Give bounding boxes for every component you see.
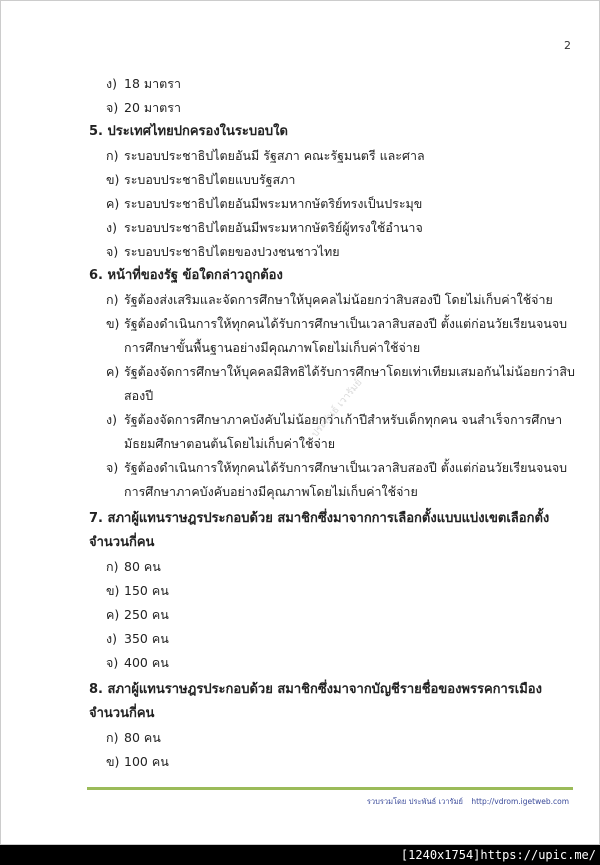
answer-option (89, 651, 579, 675)
option-label: ก) (106, 292, 119, 307)
option-text: 80 คน (124, 730, 161, 745)
answer-option (89, 144, 579, 168)
option-label: ข) (106, 172, 120, 187)
answer-option (89, 288, 579, 312)
option-text: 18 มาตรา (124, 76, 181, 91)
option-text: รัฐต้องดำเนินการให้ทุกคนได้รับการศึกษาเป็นเวลาสิบสองปี ตั้งแต่ก่อนวัยเรียนจนจบการศึกษาขั้นพื้นฐานอย่างมีคุณภาพโดยไม่เก็บค่าใช้จ่าย (124, 316, 568, 355)
option-text: ระบอบประชาธิปไตยแบบรัฐสภา (124, 172, 296, 187)
option-text: รัฐต้องดำเนินการให้ทุกคนได้รับการศึกษาเป็นเวลาสิบสองปี ตั้งแต่ก่อนวัยเรียนจนจบการศึกษาภาคบังคับอย่างมีคุณภาพโดยไม่เก็บค่าใช้จ่าย (124, 460, 568, 499)
option-text: รัฐต้องจัดการศึกษาภาคบังคับไม่น้อยกว่าเก้าปีสำหรับเด็กทุกคน จนสำเร็จการศึกษามัธยมศึกษาตอนต้นโดยไม่เก็บค่าใช้จ่าย (124, 412, 563, 451)
option-label: ข) (106, 583, 120, 598)
answer-option (89, 555, 579, 579)
footer-divider (87, 787, 573, 790)
option-text: 400 คน (124, 655, 169, 670)
option-text: ระบอบประชาธิปไตยของปวงชนชาวไทย (124, 244, 340, 259)
option-text: 80 คน (124, 559, 161, 574)
option-label: จ) (106, 100, 119, 115)
option-text: รัฐต้องจัดการศึกษาให้บุคคลมีสิทธิได้รับการศึกษาโดยเท่าเทียมเสมอกันไม่น้อยกว่าสิบสองปี (124, 364, 575, 403)
answer-option (89, 216, 579, 240)
footer (361, 796, 569, 808)
option-label: ค) (106, 196, 120, 211)
option-text: 250 คน (124, 607, 169, 622)
option-label: ง) (106, 412, 117, 427)
answer-option (89, 312, 579, 360)
footer-url[interactable]: http://vdrom.igetweb.com (471, 797, 569, 806)
answer-option (89, 579, 579, 603)
option-text: 350 คน (124, 631, 169, 646)
option-label: ง) (106, 76, 117, 91)
option-label: ค) (106, 607, 120, 622)
option-label: ค) (106, 364, 120, 379)
page-number: 2 (564, 39, 571, 52)
question: 6. หน้าที่ของรัฐ ข้อใดกล่าวถูกต้อง (89, 268, 283, 283)
answer-option (89, 240, 579, 264)
image-size-bar: [1240x1754]https://upic.me/ (0, 845, 600, 865)
question: 7. สภาผู้แทนราษฎรประกอบด้วย สมาชิกซึ่งมาจากการเลือกตั้งแบบแบ่งเขตเลือกตั้งจำนวนกี่คน (89, 511, 550, 550)
option-text: 100 คน (124, 754, 169, 769)
option-label: ง) (106, 631, 117, 646)
answer-option (89, 96, 579, 120)
option-label: จ) (106, 244, 119, 259)
option-label: ข) (106, 754, 120, 769)
option-label: ก) (106, 730, 119, 745)
option-label: ข) (106, 316, 120, 331)
footer-compiler: รวบรวมโดย ประพันธ์ เวารัมย์ (366, 797, 463, 806)
option-text: ระบอบประชาธิปไตยอันมีพระมหากษัตริย์ทรงเป็นประมุข (124, 196, 423, 211)
option-label: ง) (106, 220, 117, 235)
option-text: ระบอบประชาธิปไตยอันมี รัฐสภา คณะรัฐมนตรี และศาล (124, 148, 425, 163)
option-label: จ) (106, 655, 119, 670)
answer-option (89, 456, 579, 504)
option-label: จ) (106, 460, 119, 475)
question: 5. ประเทศไทยปกครองในระบอบใด (89, 124, 288, 139)
option-text: 150 คน (124, 583, 169, 598)
option-text: 20 มาตรา (124, 100, 181, 115)
answer-option (89, 750, 579, 774)
answer-option (89, 192, 579, 216)
option-label: ก) (106, 148, 119, 163)
question: 8. สภาผู้แทนราษฎรประกอบด้วย สมาชิกซึ่งมาจากบัญชีรายชื่อของพรรคการเมืองจำนวนกี่คน (89, 682, 542, 721)
answer-option (89, 168, 579, 192)
option-text: รัฐต้องส่งเสริมและจัดการศึกษาให้บุคคลไม่น้อยกว่าสิบสองปี โดยไม่เก็บค่าใช้จ่าย (124, 292, 553, 307)
answer-option (89, 72, 579, 96)
option-label: ก) (106, 559, 119, 574)
answer-option (89, 603, 579, 627)
answer-option (89, 726, 579, 750)
watermark: ประพันธ์ เวารัมย์ (309, 377, 365, 440)
answer-option (89, 627, 579, 651)
option-text: ระบอบประชาธิปไตยอันมีพระมหากษัตริย์ผู้ทรงใช้อำนาจ (124, 220, 423, 235)
